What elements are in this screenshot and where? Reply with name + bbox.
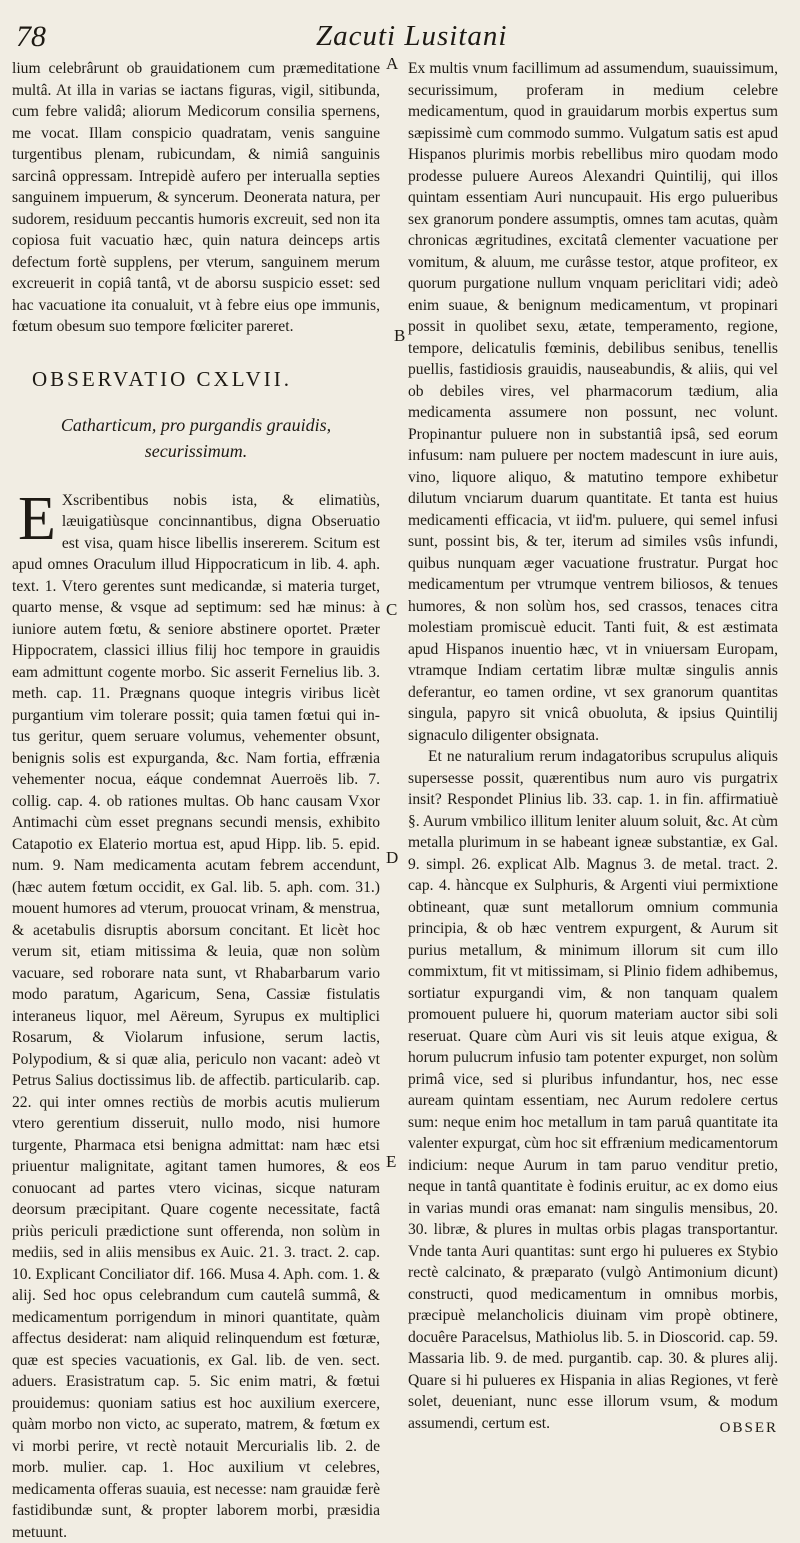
left-paragraph-1: lium celebrârunt ob grauidationem cum præmeditatione multâ. At illa in varias se iactans figuras, vigil, sitibunda, cum febre validâ; aliorum Medicorum consilia spernens, me vocat. Illam conspicio quadratam, venis sanguine turgentibus plenam, rubicundam, & nimiâ sanguinis sarcinâ oppressam. Intrepidè aufero per interualla septies sanguinem impuerum, & syncerum. Deonerata natura, per sudorem, residuum peccantis humoris excreuit, sed non ita copiosa fuit vacuatio hæc, quin natura deinceps artis defectum fortè supplens, per vterum, sanguinem merum excreuerit in copiâ tantâ, vt de aborsu suspicio esset: sed hac vacuatione ita conualuit, vt à febre eius ope immunis, fœtum obesum suo tempore fœliciter pareret. — [12, 58, 380, 338]
margin-letter-c: C — [386, 600, 397, 620]
drop-cap: E — [18, 493, 56, 545]
left-column — [12, 58, 380, 1543]
margin-letter-b: B — [394, 326, 405, 346]
right-paragraph-1: Ex multis vnum facillimum ad assumendum, suauissimum, securissimum, proferam in medium celebre medicamentum, quod in grauidarum morbis expertus sum sæpissimè cum commodo summo. Vulgatum satis est apud Hispanos plurimis morbis rebellibus miro quodam modo prodesse puluere Aureos Alexandri Quintilij, qui illos quintam essentiam Auri nuncupauit. His ergo pulueribus sex granorum pondere assumptis, omnes tam acutas, quàm chronicas ægritudines, excitatâ clementer vacuatione per vomitum, & aluum, me curâsse testor, atque profiteor, ex quorum purgatione nullum vnquam periclitari vidi; adeò enim suaue, & benignum medicamentum, vt propinari possit in quolibet sexu, ætate, temperamento, regione, tempore, delicatulis fœminis, debilibus senibus, tenellis puellis, fastidiosis grauidis, nauseabundis, & aliis, qui vel ob debiles vires, vel pharmacorum tædium, alia medicamenta assumere non possunt, nec volunt. Propinantur puluere non in substantiâ ipsâ, sed eorum infusum: nam puluere per noctem madescunt in iure auis, vino, liquore aliquo, & matutino tempore exhibetur dilutum vnciarum duarum quantitate. Et tanta est huius medicamenti efficacia, vt iid'm. puluere, qui semel infusi sunt, possint bis, & ter, iterum ad similes vsûs infundi, quibus nunquam æger vacuatione frustratur. Purgat hoc medicamentum per vtrumque ventrem biliosos, & tenues humores, & non solùm hos, sed crassos, tenaces citra molestiam promiscuè educit. Tanti fuit, & est æstimata apud Hispanos inuentio hæc, vt in vniuersam Europam, vtramque Indiam certatim libræ multæ singulis annis deferantur, eo tamen ordine, vt sex granorum quantitas singula, papyro sit vnicâ obuoluta, & ipsius Quintilij signaculo diligenter obsignata. — [408, 58, 778, 746]
margin-letter-e: E — [386, 1152, 396, 1172]
page-header — [16, 18, 780, 58]
right-paragraph-2: Et ne naturalium rerum indagatoribus scrupulus aliquis supersesse possit, quærentibus num auro vis purgatrix insit? Respondet Plinius lib. 33. cap. 1. in fin. affirmatiuè §. Aurum vmbilico illitum leniter aluum soluit, &c. At cùm metalla plurimum in se habeant igneæ substantiæ, ex Gal. 9. simpl. 26. explicat Alb. Magnus 3. de metal. tract. 2. cap. 4. hàncque ex Sulphuris, & Argenti viui permixtione obtineant, quæ sunt metallorum omnium communia principia, & ob hæc ventrem expurgent, & Aurum sit purius metallum, & minimum illorum sit cum illo commixtum, fit vt mitissimam, si Plinio fidem adhibemus, sortiatur expurgandi vim, & non tanquam qualem promouent puluere hi, quorum materiam auctor sibi soli reseruat. Quare cùm Auri vis sit leuis atque exigua, & horum pulucrum infusio tam potenter expurget, non solùm primâ vice, sed si pluribus infundantur, hos, nec esse auream quintam essentiam, nec Aurum redolere certus sum: neque enim hoc metallum in tam paruâ quantitate ita valenter expurgat, cùm hoc sit effrænium medicamentorum indicium: neque Aurum in tam paruo venditur pretio, neque in tantâ quantitate è fodinis eruitur, ac ex domo eius in varias mundi oras emanat: nam singulis mensibus, 20. 30. libræ, & plures in multas orbis plagas transportantur. Vnde tanta Auri quantitas: sunt ergo hi pulueres ex Stybio rectè calcinato, & præparato (vulgò Antimonium dicunt) constructi, quod medicamentum in omnibus morbis, præcipuè melancholicis diuinam vim propè obtinere, docuêre Paracelsus, Mathiolus lib. 5. in Dioscorid. cap. 59. Massaria lib. 9. de med. purgantib. cap. 30. & plures alij. Quare si hi pulueres ex Hispania in alias Regiones, vt ferè solet, deueniant, nunc esse illorum vsum, & modum assumendi, certum est. — [408, 746, 778, 1434]
left-paragraph-2 — [12, 490, 380, 1543]
right-column — [408, 58, 778, 1434]
catchword: OBSER — [720, 1420, 778, 1437]
margin-letter-d: D — [386, 848, 398, 868]
left-paragraph-2-text: Xscribentibus nobis ista, & elimatiùs, læuigatiùsque concinnantibus, digna Obseruatio est visa, quam hisce libellis insererem. Scitum est apud omnes Oraculum illud Hippocraticum in lib. 4. aph. text. 1. Vtero gerentes sunt medicandæ, si materia turget, quarto mense, & vsque ad septimum: sed hæ minus: à iuniore autem fœtu, & seniore abstinere oportet. Præter Hippocratem, classici illius filij hoc tempore in grauidis eam admittunt cogente morbo. Sic asserit Fernelius lib. 3. meth. cap. 11. Prægnans quoque integris viribus licèt purgantium vim tolerare possit; quia tamen fœtui qui in-tus geritur, quem seruare volumus, vehementer obsunt, benignis solis est expurganda, &c. Nam fortia, effrænia vehementer nocua, eáque condemnat Auerroës lib. 7. collig. cap. 4. ob rationes multas. Ob hanc causam Vxor Antimachi cùm esset pregnans secundi mensis, exhibito Catapotio ex Elaterio mortua est, apud Hipp. lib. 5. epid. num. 9. Nam medicamenta acutam febrem accendunt, (hæc autem fœtum occidit, ex Gal. lib. 5. aph. com. 31.) mouent humores ad vterum, prouocat vrinam, & menstrua, & acetabulis disruptis aborsum concitant. Et licèt hoc verum sit, etiam mitissima & leuia, quæ non solùm vacuare, sed roborare nata sunt, vt Rhabarbarum vario modo paratum, Agaricum, Sena, Cassiæ fistulatis interaneus liquor, mel Aëreum, Syrupus ex multiplici Rosarum, & Violarum infusione, serum lactis, Polypodium, & si quæ alia, periculo non vacant: adeò vt Petrus Salius doctissimus lib. de affectib. particularib. cap. 22. qui inter omnes rectiùs de morbis acutis mulierum vtero gerentium disseruit, nullo modo, nisi humore turgente, Pharmaca etsi benigna admittat: nam hæc etsi priuentur malignitate, agitant tamen humores, & eos conuocant ad partes vtero vicinas, sicque naturam deorsum præcipitant. Quare cogente necessitate, factâ priùs periculi prædictione sunt offerenda, non solùm in mediis, sed in aliis mensibus ex Auic. 21. 3. tract. 2. cap. 10. Explicant Conciliator dif. 166. Musa 4. Aph. com. 1. & alij. Sed hoc opus celebrandum cum cautelâ summâ, & medicamentum porrigendum in minori quantitate, quàm affectus desiderat: nam aliquid relinquendum est fœturæ, quæ est species vacuationis, ex Gal. lib. de ven. sect. aduers. Erasistratum cap. 5. Sic enim matri, & fœtui prouidemus: quoniam satius est hoc auxilium exercere, quàm morbo non victo, ac superato, matrem, & fœtum ex vi morbi perire, vt rectè notauit Mercurialis lib. 2. de morb. mulier. cap. 1. Hoc auxilium vt celebres, medicamenta offeras suauia, est necesse: nam grauidæ ferè fastidibundæ sunt, & propter laborem morbi, præsidia metuunt. — [12, 492, 380, 1541]
margin-letter-a: A — [386, 54, 398, 74]
observation-subtitle: Catharticum, pro purgandis grauidis, securissimum. — [12, 412, 380, 464]
running-head: Zacuti Lusitani — [316, 20, 507, 53]
page-number: 78 — [16, 20, 46, 54]
observation-title: OBSERVATIO CXLVII. — [32, 366, 380, 392]
